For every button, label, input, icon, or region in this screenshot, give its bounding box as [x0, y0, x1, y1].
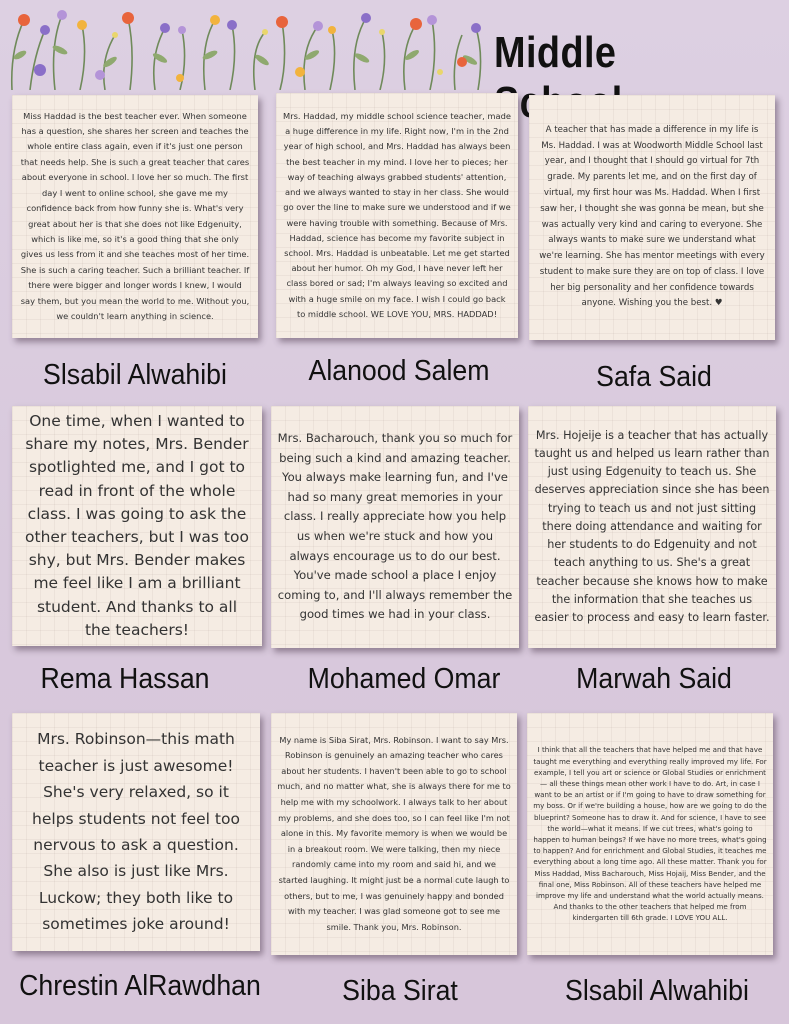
testimonial-text: Mrs. Haddad, my middle school science teacher, made a huge difference in my life. Right now, I'm in the 2nd year of high school, and Mrs. Haddad has always been the best teacher in my mind. I love her to pieces; her way of teaching always grabbed students' attention, and we always wanted to stay in her class. She would go over the line to make sure we understood and if we were having trouble with something. Because of Mrs. Haddad, science has become my favorite subject in school. Mrs. Haddad is unbeatable. Let me get started about her humor. Oh my God, I have never left her class bored or sad; I'm always leaving so excited and with a huge smile on my face. I wish I could go back to middle school. WE LOVE YOU, MRS. HADDAD!: [283, 111, 511, 319]
testimonial-card: [271, 713, 517, 955]
page-title: Middle: [494, 28, 617, 77]
testimonial-text: Miss Haddad is the best teacher ever. When someone has a question, she shares her screen and teaches the whole entire class again, even if it's just one person that needs help. She is such a great teacher that cares about everyone in school. I love her so much. The first day I went to online school, she gave me my confidence back from how funny she is. What's very great about her is that she does not like Edgenuity, which is like me, so it's a good thing that she only gives us less from it and she teaches most of her time. She is such a caring teacher. Such a brilliant teacher. If there were bigger and longer words I knew, I would say them, but you mean the world to me. Without you, we couldn't learn anything in science.: [20, 110, 250, 321]
student-name: Alanood Salem: [308, 355, 490, 387]
testimonial-card: [528, 406, 776, 648]
student-name: Marwah Said: [576, 663, 732, 695]
testimonial-text: Mrs. Robinson—this math teacher is just awesome! She's very relaxed, so it helps students not feel too nervous to ask a question. She also is just like Mrs. Luckow; they both like to sometimes joke around!: [32, 730, 240, 934]
testimonial-text: I think that all the teachers that have helped me and that have taught me everything and everything really improved my life. For example, I tell you art or science or Global Studies or enrichment— all these things mean other work I have to do. Art, in case I want to be an artist or if I'm going to have to draw something for my boss. Or if we're building a house, how are we going to do the blueprint? Someone has to draw it. And for science, I have to see the world—what it means. If we cut trees, what's going to happen to human beings? If we have no more trees, what's going to happen? And for enrichment and Global Studies, it teaches me everything about a long time ago. All these matter. Thank you for Miss Haddad, Miss Bacharouch, Miss Hojaij, Miss Bender, and the final one, Miss Robinson. All of these teachers have helped me improve my life and understand what the world actually means. And thanks to the other teachers that helped me from kindergarten till 6th grade. I LOVE YOU ALL.: [533, 745, 767, 923]
testimonial-card: [271, 406, 519, 648]
testimonial-card: [12, 713, 260, 951]
student-name: Mohamed Omar: [307, 663, 501, 695]
testimonial-text: One time, when I wanted to share my notes, Mrs. Bender spotlighted me, and I got to read in front of the whole class. I was going to ask the other teachers, but I was too shy, but Mrs. Bender makes me feel like I am a brilliant student. And thanks to all the teachers!: [25, 411, 249, 639]
testimonial-card: [276, 93, 518, 338]
testimonial-text: My name is Siba Sirat, Mrs. Robinson. I want to say Mrs. Robinson is genuinely an amazing teacher who cares about her students. I haven't been able to go to school much, and no matter what, she is always there for me to help me with my schoolwork. I always talk to her about my problems, and she does too, so I can feel like I'm not alone in this. My favorite memory is when we would be in a breakout room. We were talking, then my niece randomly came into my room and said hi, and we started laughing. It might just be a normal cute laugh to others, but to me, I was genuinely happy and bonded with my teacher. I was glad someone got to see me smile. Thank you, Mrs. Robinson.: [277, 734, 511, 932]
student-name: Rema Hassan: [40, 663, 210, 695]
student-name: Safa Said: [596, 361, 712, 393]
testimonial-card: [12, 95, 258, 338]
testimonial-card: [12, 406, 262, 646]
testimonial-card: [529, 95, 775, 340]
student-name: Chrestin AlRawdhan: [19, 970, 261, 1002]
wildflower-banner: [0, 0, 500, 90]
student-name: Slsabil Alwahibi: [565, 975, 749, 1007]
student-name: Slsabil Alwahibi: [43, 359, 227, 391]
testimonial-text: A teacher that has made a difference in my life is Ms. Haddad. I was at Woodworth Middle School last year, and I thought that I should go virtual for 7th grade. My parents let me, and on the first day of virtual, my first hour was Ms. Haddad. When I first saw her, I thought she was gonna be mean, but she was actually very kind and caring to everyone. She always wants to make sure we understand what we're learning. She has mentor meetings with every student to make sure they are on top of class. I love her big personality and her confidence towards anyone. Wishing you the best. ♥: [539, 124, 765, 309]
testimonial-text: Mrs. Bacharouch, thank you so much for being such a kind and amazing teacher. You always make learning fun, and I've had so many great memories in your class. I really appreciate how you help us when we're stuck and how you always encourage us to do our best. You've made school a place I enjoy coming to, and I'll always remember the good times we had in your class.: [277, 431, 513, 622]
student-name: Siba Sirat: [342, 975, 458, 1007]
testimonial-card: [527, 713, 773, 955]
testimonial-text: Mrs. Hojeije is a teacher that has actually taught us and helped us learn rather than just using Edgenuity to teach us. She deserves appreciation since she has been trying to teach us and not just sitting there doing attendance and waiting for her students to do Edgenuity and not teach anything to us. She's a great teacher because she knows how to make the information that she teaches us easier to process and easy to learn faster.: [534, 428, 770, 624]
